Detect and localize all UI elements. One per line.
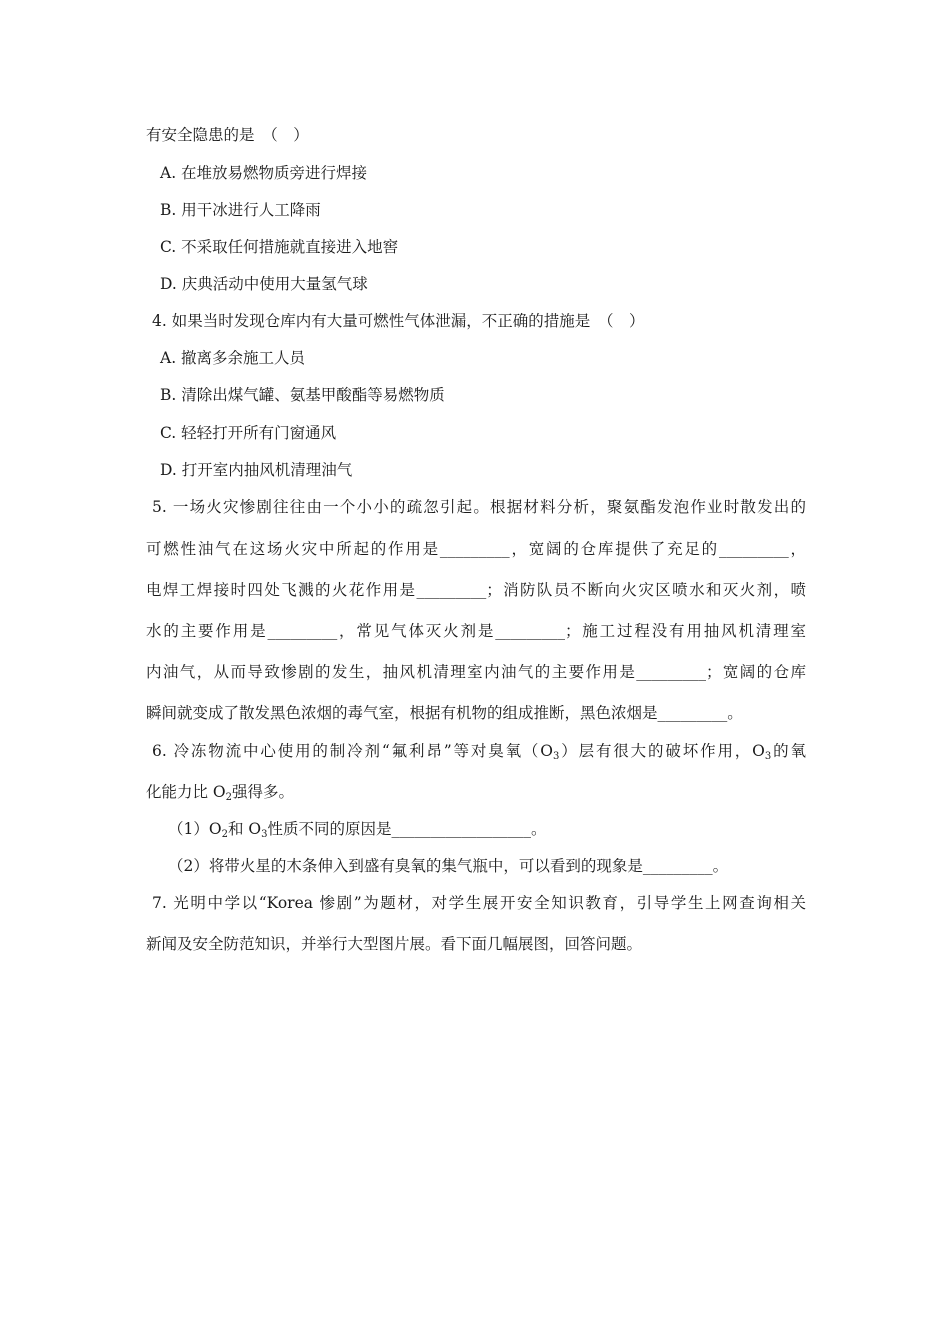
question-5-line-1: 5. 一场火灾惨剧往往由一个小小的疏忽引起。根据材料分析，聚氨酯发泡作业时散发出的 [152, 498, 806, 516]
q4-option-c: C. 轻轻打开所有门窗通风 [160, 424, 337, 442]
question-4-stem: 4. 如果当时发现仓库内有大量可燃性气体泄漏，不正确的措施是 （ ） [152, 312, 645, 330]
question-7-line-2: 新闻及安全防范知识，并举行大型图片展。看下面几幅展图，回答问题。 [146, 935, 643, 953]
question-6-sub-1: $(1)O_2$和 $O_3$性质不同的原因是__________________。 [168, 820, 547, 840]
q3-option-b: B. 用干冰进行人工降雨 [160, 201, 321, 219]
question-7-line-1: 7. 光明中学以“Korea 惨剧”为题材，对学生展开安全知识教育，引导学生上网查询相关 [152, 894, 806, 912]
q4-option-b: B. 清除出煤气罐、氨基甲酸酯等易燃物质 [160, 386, 445, 404]
question-5-line-5: 内油气，从而导致惨剧的发生，抽风机清理室内油气的主要作用是_________；宽阔的仓库 [146, 663, 806, 681]
question-5-line-2: 可燃性油气在这场火灾中所起的作用是_________，宽阔的仓库提供了充足的_________， [146, 540, 806, 558]
question-6-sub-2: （2）将带火星的木条伸入到盛有臭氧的集气瓶中，可以看到的现象是_________。 [168, 857, 729, 875]
q3-option-a: A. 在堆放易燃物质旁进行焊接 [160, 164, 368, 182]
q4-option-a: A. 撤离多余施工人员 [160, 349, 306, 367]
question-5-line-6: 瞬间就变成了散发黑色浓烟的毒气室，根据有机物的组成推断，黑色浓烟是_________。 [146, 704, 743, 722]
q3-option-d: D. 庆典活动中使用大量氢气球 [160, 275, 368, 293]
question-6-line-1: 6. 冷冻物流中心使用的制冷剂“氟利昂”等对臭氧$(O_3)$层有很大的破坏作用，$O_3$的氧 [152, 742, 806, 762]
question-3-tail: 有安全隐患的是 （ ） [146, 126, 309, 144]
question-5-line-3: 电焊工焊接时四处飞溅的火花作用是_________；消防队员不断向火灾区喷水和灭火剂，喷 [146, 581, 806, 599]
question-6-line-2: 化能力比 $O_2$强得多。 [146, 783, 295, 803]
q4-option-d: D. 打开室内抽风机清理油气 [160, 461, 353, 479]
q3-option-c: C. 不采取任何措施就直接进入地窖 [160, 238, 399, 256]
question-5-line-4: 水的主要作用是_________，常见气体灭火剂是_________；施工过程没有用抽风机清理室 [146, 622, 806, 640]
